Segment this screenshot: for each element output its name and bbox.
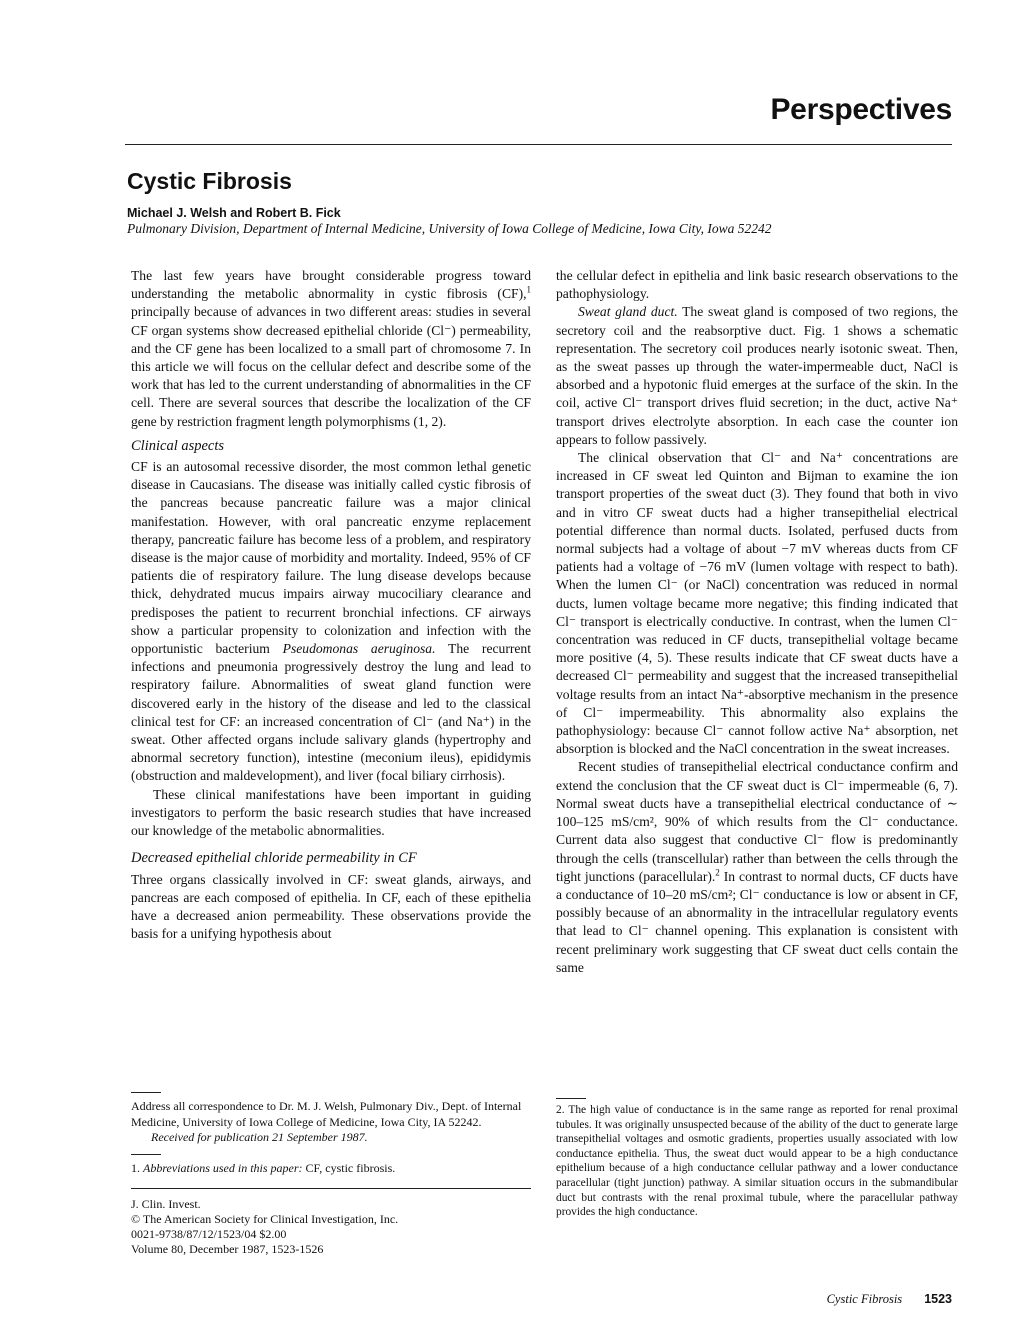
section-heading: Perspectives <box>770 93 952 126</box>
footnote-rule <box>131 1092 161 1093</box>
running-title: Cystic Fibrosis <box>826 1292 903 1306</box>
journal-volume: Volume 80, December 1987, 1523-1526 <box>131 1242 324 1256</box>
sweat-run-in-heading: Sweat gland duct. <box>578 304 678 320</box>
sweat-paragraph-1 <box>556 303 958 449</box>
article-title: Cystic Fibrosis <box>127 168 292 194</box>
journal-name: J. Clin. Invest. <box>131 1197 201 1211</box>
decreased-paragraph-1: Three organs classically involved in CF: sweat glands, airways, and pancreas are each composed of epithelia. In CF, each of these epithelia have a decreased anion permeability. These observations provide the basis for a unifying hypothesis about <box>131 871 531 942</box>
subheading-clinical: Clinical aspects <box>131 437 225 454</box>
intro-text-a: The last few years have brought considerable progress toward understanding the metabolic abnormality in cystic fibrosis (CF), <box>131 268 531 302</box>
clinical-paragraph-2: These clinical manifestations have been important in guiding investigators to perform the basic research studies that have increased our knowledge of the metabolic abnormalities. <box>131 786 531 839</box>
subheading-decreased: Decreased epithelial chloride permeability in CF <box>131 850 417 867</box>
intro-paragraph <box>131 267 531 431</box>
footnote-rule-2 <box>131 1154 161 1155</box>
intro-text-b: principally because of advances in two different areas: studies in several CF organ systems show decreased epithelial chloride (Cl⁻) permeability, and the CF gene has been localized to a small part of chromosome 7. In this article we will focus on the cellular defect and describe some of the work that has led to the current understanding of abnormalities in the CF cell. There are several sources that describe the localization of the CF gene by restriction fragment length polymorphisms (1, 2). <box>131 304 531 429</box>
footnote-1-number: 1. <box>131 1160 143 1175</box>
clinical-italic-organism: Pseudomonas aeruginosa. <box>282 641 436 657</box>
clinical-text-b: The recurrent infections and pneumonia progressively destroy the lung and lead to respiratory failure. Abnormalities of sweat gland function were discovered early in the history of the disease and led to the classical clinical test for CF: an increased concentration of Cl⁻ (and Na⁺) in the sweat. Other affected organs include salivary glands (hypertrophy and abnormal secretory function), intestine (meconium ileus), epididymis (obstruction and maldevelopment), and liver (focal biliary cirrhosis). <box>131 641 531 784</box>
footnote-1 <box>131 1161 531 1177</box>
sweat-paragraph-2: The clinical observation that Cl⁻ and Na⁺ concentrations are increased in CF sweat led Quinton and Bijman to examine the ion transport properties of the sweat duct (3). They found that both in vivo and in vitro CF sweat ducts had a higher transepithelial electrical potential difference than normal ducts. Isolated, perfused ducts from normal subjects had a voltage of about −7 mV whereas ducts from CF patients had a voltage of −76 mV (lumen voltage with respect to bath). When the lumen Cl⁻ (or NaCl) concentration was reduced in normal ducts, lumen voltage became more negative; this finding indicated that Cl⁻ transport is electrically conductive. In contrast, when the lumen Cl⁻ concentration was reduced in CF ducts, transepithelial voltage became more positive (4, 5). These results indicate that CF sweat ducts have a decreased Cl⁻ permeability and suggest that the increased transepithelial voltage results from an intact Na⁺-absorptive mechanism in the presence of Cl⁻ impermeability. This abnormality also explains the pathophysiology: because Cl⁻ cannot follow active Na⁺ absorption, net absorption is blocked and the NaCl concentration in the sweat increases. <box>556 450 958 757</box>
sweat-text-3a: Recent studies of transepithelial electrical conductance confirm and extend the conclusion that the CF sweat duct is Cl⁻ impermeable (6, 7). Normal sweat ducts have a transepithelial electrical conductance of ∼ 100–125 mS/cm², 90% of which results from the Cl⁻ conductance. Current data also suggest that conductive Cl⁻ flow is predominantly through the cells (transcellular) rather than between the cells through the tight junctions (paracellular). <box>556 759 958 884</box>
footnote-1-text: CF, cystic fibrosis. <box>302 1160 396 1175</box>
journal-code: 0021-9738/87/12/1523/04 $2.00 <box>131 1227 287 1241</box>
clinical-paragraph-1 <box>131 458 531 786</box>
article-authors: Michael J. Welsh and Robert B. Fick <box>127 206 341 220</box>
page-folio <box>827 1292 952 1307</box>
received-text: Received for publication 21 September 1987. <box>151 1130 368 1144</box>
right-column <box>556 267 958 977</box>
footnote-1-label: Abbreviations used in this paper: <box>143 1160 303 1175</box>
continued-paragraph: the cellular defect in epithelia and link basic research observations to the pathophysiology. <box>556 268 958 302</box>
correspondence-address: Address all correspondence to Dr. M. J. Welsh, Pulmonary Div., Dept. of Internal Medicine, University of Iowa College of Medicine, Iowa City, IA 52242. <box>131 1099 522 1129</box>
clinical-text-a: CF is an autosomal recessive disorder, the most common lethal genetic disease in Caucasians. The disease was initially called cystic fibrosis of the pancreas because pancreatic failure was a major clinical manifestation. However, with oral pancreatic enzyme replacement therapy, pancreatic failure has become less of a problem, and respiratory disease is the major cause of morbidity and mortality. Indeed, 95% of CF patients die of respiratory failure. The lung disease develops because thick, dehydrated mucus impairs airway mucociliary clearance and predisposes the patient to recurrent bronchial infections. CF airways show a particular propensity to colonization and infection with the opportunistic bacterium <box>131 459 531 657</box>
sweat-text-1: The sweat gland is composed of two regions, the secretory coil and the reabsorptive duct. Fig. 1 shows a schematic representation. The secretory coil produces nearly isotonic sweat. Then, as the sweat passes up through the water-impermeable duct, NaCl is absorbed and a hypotonic fluid emerges at the surface of the skin. In the coil, active Cl⁻ transport drives fluid secretion; in the duct, active Na⁺ transport drives electrolyte absorption. In each case the counter ion appears to follow passively. <box>556 304 958 447</box>
sweat-paragraph-3 <box>556 758 958 976</box>
left-column <box>131 267 531 943</box>
footnote-ref-1: 1 <box>526 284 531 295</box>
received-date <box>131 1130 531 1146</box>
right-footnotes <box>556 1098 958 1220</box>
header-rule <box>125 144 952 145</box>
footnote-ref-2: 2 <box>715 867 720 878</box>
journal-info <box>131 1197 531 1257</box>
footnote-2: 2. The high value of conductance is in the same range as reported for renal proximal tubules. It was originally unsuspected because of the ability of the duct to generate large transepithelial voltages and osmotic gradients, properties usually associated with low conductance epithelia. Thus, the sweat duct would appear to be a high conductance epithelium because of a high conductance cellular pathway and a lower conductance paracellular (tight junction) pathway. A similar situation occurs in the submandibular duct but contrasts with the renal proximal tubule, where the paracellular pathway provides the high conductance. <box>556 1104 958 1219</box>
footnote-rule-right <box>556 1098 586 1099</box>
page-number: 1523 <box>924 1292 952 1306</box>
left-footnotes <box>131 1092 531 1257</box>
article-affiliation: Pulmonary Division, Department of Internal Medicine, University of Iowa College of Medicine, Iowa City, Iowa 52242 <box>127 221 772 236</box>
journal-rule <box>131 1188 531 1189</box>
sweat-text-3b: In contrast to normal ducts, CF ducts have a conductance of 10–20 mS/cm²; Cl⁻ conductance is low or absent in CF, possibly because of an abnormality in the intracellular regulatory events that lead to Cl⁻ channel opening. This explanation is consistent with recent preliminary work suggesting that CF sweat duct cells contain the same <box>556 868 958 975</box>
journal-copyright: © The American Society for Clinical Investigation, Inc. <box>131 1212 399 1226</box>
